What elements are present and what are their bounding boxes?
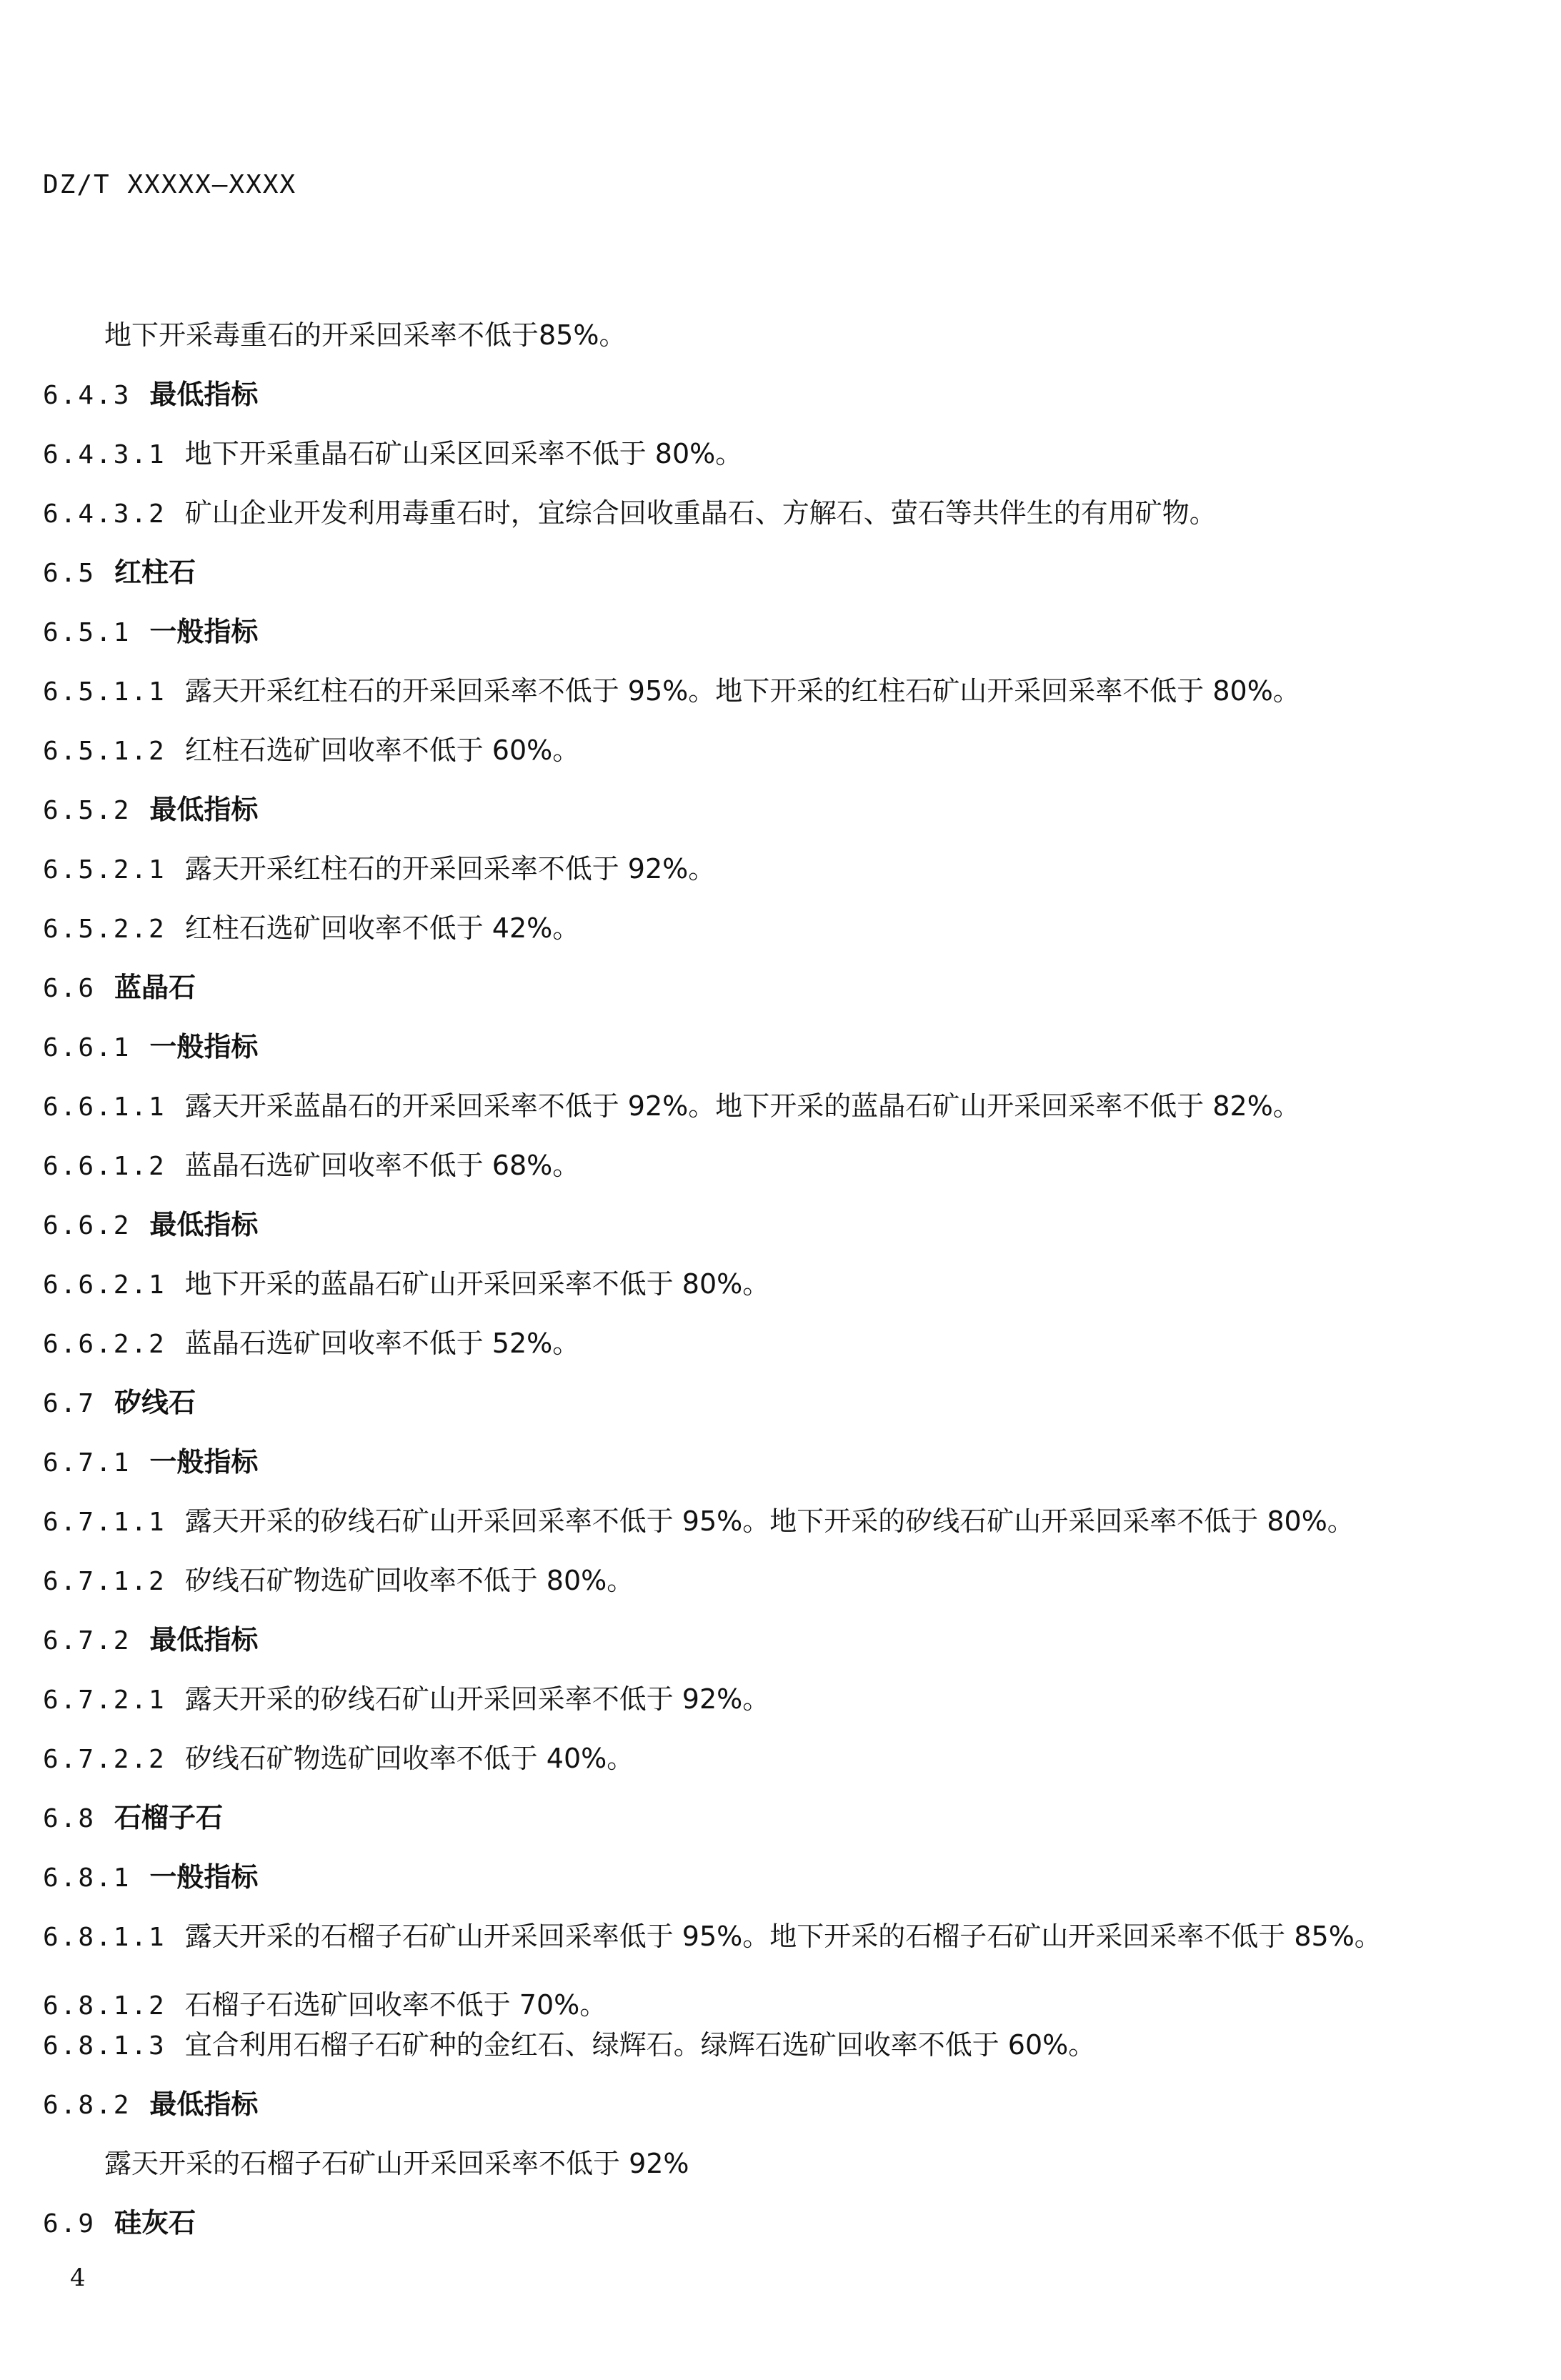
paragraph-line: 地下开采毒重石的开采回采率不低于85%。: [104, 319, 627, 351]
page-number: 4: [70, 2264, 86, 2292]
section-heading: 6.9 硅灰石: [43, 2207, 196, 2239]
clause-item: 6.8.1.3 宜合利用石榴子石矿种的金红石、绿辉石。绿辉石选矿回收率不低于 60%。: [43, 2029, 1096, 2061]
clause-item: 6.7.2.1 露天开采的矽线石矿山开采回采率不低于 92%。: [43, 1683, 770, 1715]
clause-item: 6.7.2.2 矽线石矿物选矿回收率不低于 40%。: [43, 1743, 634, 1774]
clause-item: 6.6.2.1 地下开采的蓝晶石矿山开采回采率不低于 80%。: [43, 1268, 770, 1300]
clause-item: 6.4.3.2 矿山企业开发利用毒重石时，宜综合回收重晶石、方解石、萤石等共伴生的有用矿物。: [43, 497, 1217, 529]
clause-item: 6.7.1.1 露天开采的矽线石矿山开采回采率不低于 95%。地下开采的矽线石矿山开采回采率不低于 80%。: [43, 1505, 1355, 1537]
clause-item: 6.6.2.2 蓝晶石选矿回收率不低于 52%。: [43, 1328, 580, 1359]
clause-item: 6.4.3.1 地下开采重晶石矿山采区回采率不低于 80%。: [43, 438, 743, 469]
clause-item: 6.5.2.1 露天开采红柱石的开采回采率不低于 92%。: [43, 853, 716, 885]
section-heading: 6.5.1 一般指标: [43, 616, 259, 647]
paragraph-line: 露天开采的石榴子石矿山开采回采率不低于 92%: [104, 2148, 689, 2179]
section-heading: 6.6 蓝晶石: [43, 972, 196, 1003]
standard-code-header: DZ/T XXXXX—XXXX: [43, 170, 297, 199]
section-heading: 6.5.2 最低指标: [43, 794, 259, 825]
section-heading: 6.6.1 一般指标: [43, 1031, 259, 1062]
section-heading: 6.7.2 最低指标: [43, 1624, 259, 1655]
section-heading: 6.8 石榴子石: [43, 1802, 224, 1833]
section-heading: 6.8.1 一般指标: [43, 1861, 259, 1893]
section-heading: 6.7 矽线石: [43, 1387, 196, 1418]
clause-item: 6.6.1.1 露天开采蓝晶石的开采回采率不低于 92%。地下开采的蓝晶石矿山开采回采率不低于 82%。: [43, 1090, 1300, 1122]
section-heading: 6.6.2 最低指标: [43, 1209, 259, 1240]
document-body: [43, 318, 1515, 2265]
clause-item: 6.7.1.2 矽线石矿物选矿回收率不低于 80%。: [43, 1565, 634, 1596]
section-heading: 6.8.2 最低指标: [43, 2088, 259, 2120]
section-heading: 6.4.3 最低指标: [43, 379, 259, 410]
clause-item: 6.6.1.2 蓝晶石选矿回收率不低于 68%。: [43, 1150, 580, 1181]
clause-item: 6.5.2.2 红柱石选矿回收率不低于 42%。: [43, 912, 580, 944]
section-heading: 6.7.1 一般指标: [43, 1446, 259, 1478]
clause-item: 6.5.1.1 露天开采红柱石的开采回采率不低于 95%。地下开采的红柱石矿山开采回采率不低于 80%。: [43, 675, 1300, 707]
section-heading: 6.5 红柱石: [43, 557, 196, 588]
clause-item: 6.8.1.1 露天开采的石榴子石矿山开采回采率低于 95%。地下开采的石榴子石矿山开采回采率不低于 85%。: [43, 1921, 1382, 1952]
clause-item: 6.8.1.2 石榴子石选矿回收率不低于 70%。: [43, 1989, 607, 2021]
clause-item: 6.5.1.2 红柱石选矿回收率不低于 60%。: [43, 735, 580, 766]
